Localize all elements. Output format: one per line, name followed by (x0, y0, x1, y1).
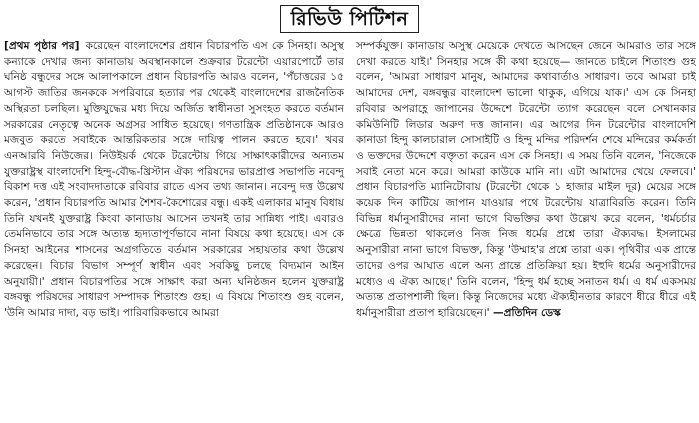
article-column-left (4, 39, 350, 421)
headline: রিভিউ পিটিশন (280, 5, 420, 33)
article-text-right: সম্পর্কযুক্ত। কানাডায় অসুস্থ মেয়েকে দেখতে আসছেন জেনে আমরাও তার সঙ্গে দেখা করতে যাই।' সিনহার সঙ্গে কী কথা হয়েছে— জানতে চাইলে শিতাংশু গুহ বলেন, 'আমরা সাধারণ মানুষ, আমাদের কথাবার্তাও সাধারণ। তবে আমরা চাই আমাদের দেশ, বঙ্গবন্ধুর বাংলাদেশ ভালো থাকুক, এগিয়ে যাক।' এস কে সিনহা রবিবার অপরাহ্ণে জাপানের উদ্দেশে টরেন্টো ত্যাগ করেছেন বলে সেখানকার কমিউনিটি লিডার অরুণ দত্ত জানান। এর আগের দিন টরেন্টোর বাংলাদেশি কানাডা হিন্দু কালচারাল সোসাইটি ও হিন্দু মন্দির পরিদর্শন শেষে মন্দিরের কর্মকর্তা ও ভক্তদের উদ্দেশে বক্তৃতা করেন এস কে সিনহা। এ সময় তিনি বলেন, 'নিজেকে সবাই নেতা মনে করে। আমরা কাউকে মানি না। এটা আমাদের খেয়ে ফেলবে।' প্রধান বিচারপতি ম্যানিটোবায় (টরেন্টো থেকে ১ হাজার মাইল দূর) মেয়ের সঙ্গে কয়েক দিন কাটিয়ে জাপান যাওয়ার পথে টরেন্টোয় যাত্রাবিরতি করেন। তিনি বিভিন্ন ধর্মানুসারীদের নানা ভাগে বিভক্তির কথা উল্লেখ করে বলেন, 'ধর্মচর্চার ক্ষেত্রে ভিন্নতা থাকলেও নিজ নিজ ধর্মের প্রশ্নে তারা ঐক্যবদ্ধ। ইসলামের অনুসারীরা নানা ভাগে বিভক্ত, কিন্তু 'উম্মাহ'র প্রশ্নে তারা এক। পৃথিবীর এক প্রান্তে তাদের ওপর আঘাত এলে অন্য প্রান্তে প্রতিক্রিয়া হয়। ইহুদি ধর্মের অনুসারীদের মধ্যেও এ ঐক্য আছে।' তিনি বলেন, 'হিন্দু ধর্ম হচ্ছে সনাতন ধর্ম। এ ধর্ম একসময় অত্যন্ত প্রতাপশালী ছিল। কিন্তু নিজেদের মধ্যে ঐক্যহীনতার কারণে ধীরে ধীরে এই ধর্মানুসারীরা প্রতাপ হারিয়েছেন।' (356, 40, 696, 319)
headline-container (0, 4, 699, 34)
article-text-left: করেছেন বাংলাদেশের প্রধান বিচারপতি এস কে সিনহা। অসুস্থ কন্যাকে দেখার জন্য কানাডায় অবস্থানকালে শুক্রবার টরেন্টো এয়ারপোর্টে তার ঘনিষ্ঠ বন্ধুদের সঙ্গে আলাপকালে প্রধান বিচারপতি আরও বলেন, 'পঁচাত্তরের ১৫ আগস্ট জাতির জনককে সপরিবারে হত্যার পর থেকেই বাংলাদেশের রাজনৈতিক অস্থিরতা চলছিল। মুক্তিযুদ্ধের মধ্য দিয়ে অর্জিত স্বাধীনতা সুসংহত করতে বর্তমান সরকারের নেতৃত্বে অনেক অগ্রসর সাধিত হয়েছে। গণতান্ত্রিক প্রতিষ্ঠানকে আরও মজবুত করতে সবাইকে আন্তরিকতার সঙ্গে দায়িত্ব পালন করতে হবে।' খবর এনআরবি নিউজের। নিউইয়র্ক থেকে টরেন্টোয় গিয়ে সাক্ষাৎকারীদের অন্যতম যুক্তরাষ্ট্রস্থ বাংলাদেশি হিন্দু-বৌদ্ধ-খ্রিস্টান ঐক্য পরিষদের ভারপ্রাপ্ত সভাপতি নবেন্দু বিকাশ দত্ত এই সংবাদদাতাকে রবিবার রাতে এসব তথ্য জানান। নবেন্দু দত্ত উল্লেখ করেন, 'প্রধান বিচারপতি আমার শৈশব-কৈশোরের বন্ধু। একই এলাকার মানুষ বিধায় তিনি যখনই যুক্তরাষ্ট্র কিংবা কানাডায় আসেন তখনই তার সান্নিধ্য পাই। এবারও তেমনিভাবে তার সঙ্গে অত্যন্ত হৃদ্যতাপূর্ণভাবে নানা বিষয়ে কথা হয়েছে। এস কে সিনহা আইনের শাসনের অগ্রগতিতে বর্তমান সরকারের সহায়তার কথা উল্লেখ করেছেন। বিচার বিভাগ সম্পূর্ণ স্বাধীন এবং সবকিছু চলছে বিদ্যমান আইন অনুযায়ী।' প্রধান বিচারপতির সঙ্গে সাক্ষাৎ করা অন্য ঘনিষ্ঠজন হলেন যুক্তরাষ্ট্র বঙ্গবন্ধু পরিষদের সাধারণ সম্পাদক শিতাংশু গুহ। এ বিষয়ে শিতাংশু গুহ বলেন, 'উনি আমার দাদা, বড় ভাই। পারিবারিকভাবে আমরা (4, 40, 344, 319)
article-columns (4, 39, 696, 421)
article-column-right (350, 39, 696, 421)
byline: —প্রতিদিন ডেস্ক (492, 306, 561, 319)
continuation-label: [প্রথম পৃষ্ঠার পর] (4, 40, 80, 52)
